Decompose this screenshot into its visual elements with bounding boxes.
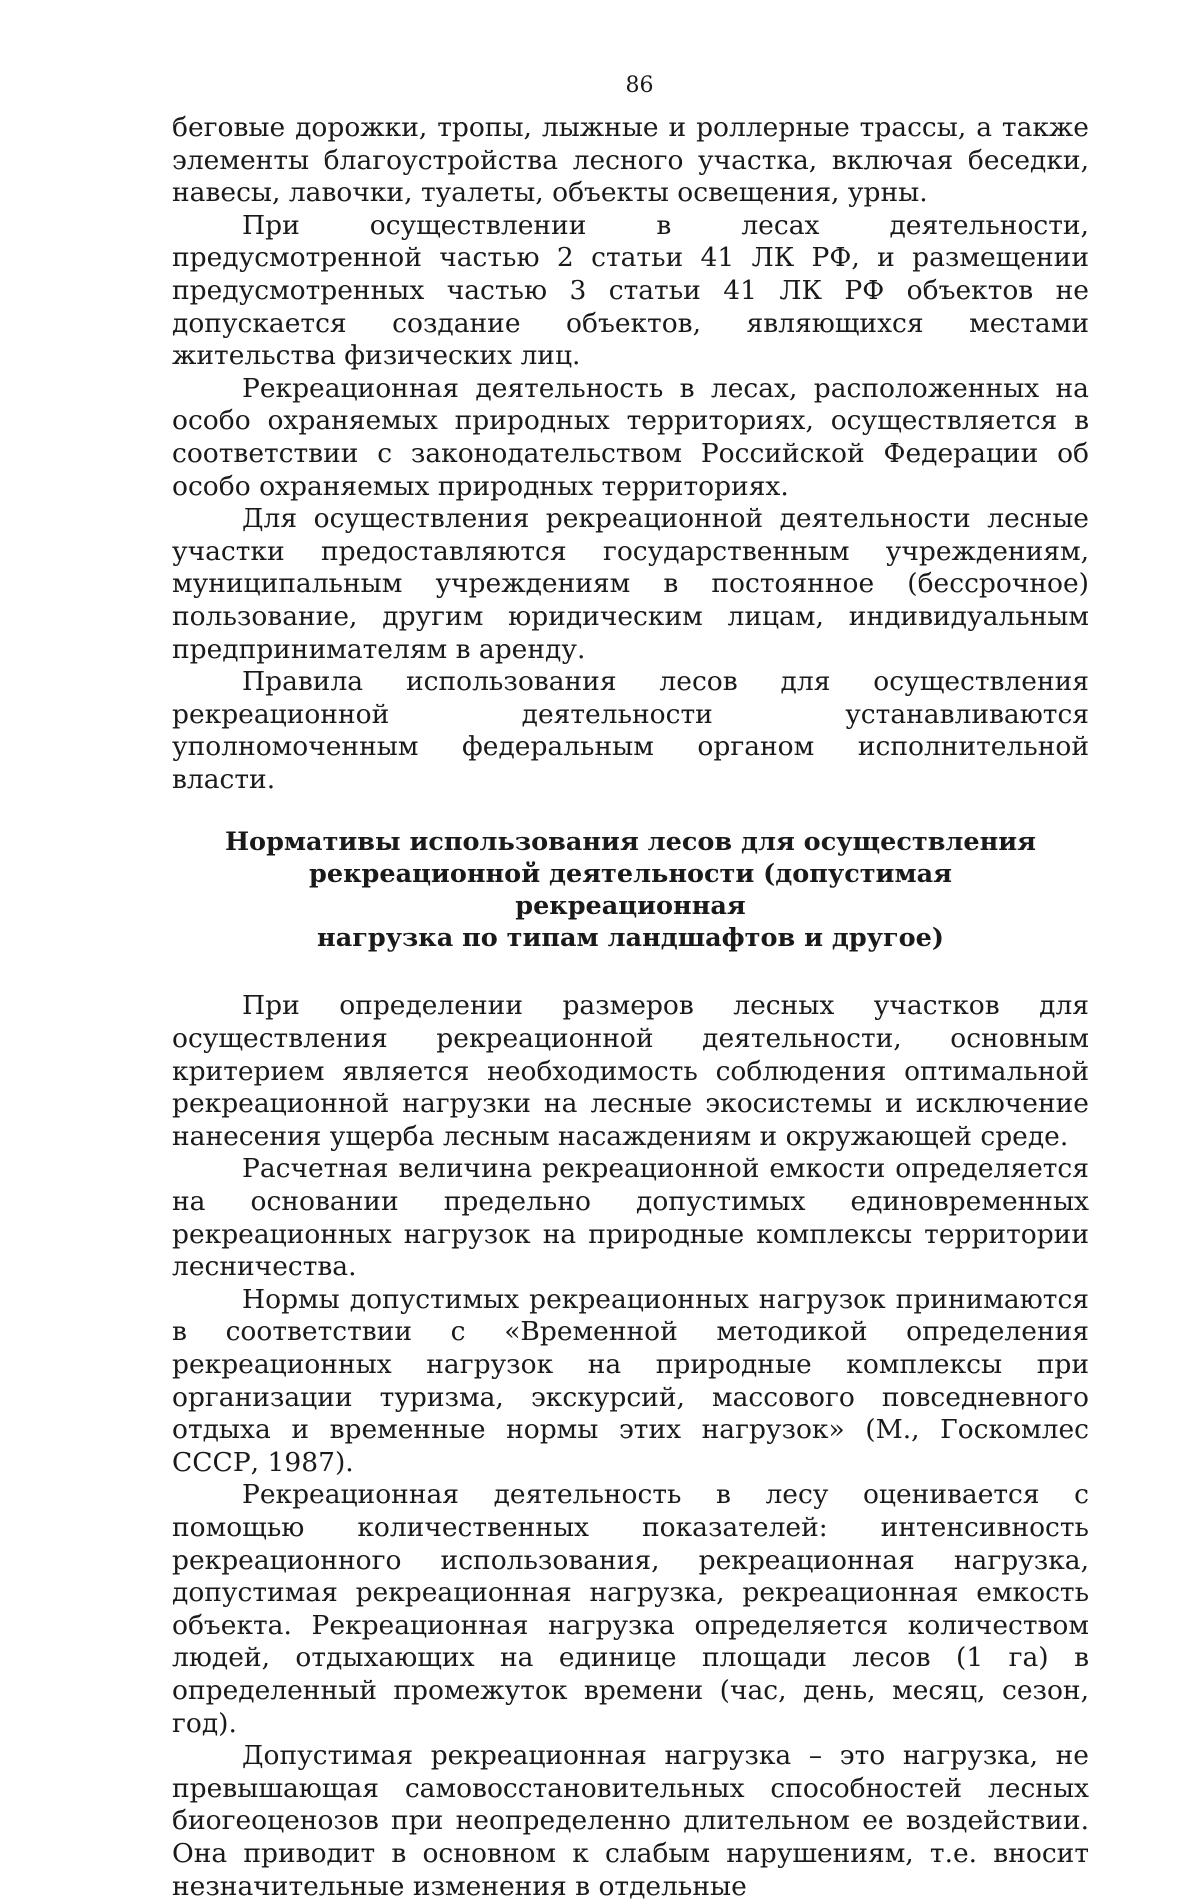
section-heading-line-2: рекреационной деятельности (допустимая рекреационная — [309, 859, 952, 922]
paragraph-top-5: Правила использования лесов для осуществления рекреационной деятельности устанавливаются уполномоченным федеральным органом исполнительной власти. — [172, 666, 1089, 795]
bottom-text-block — [172, 990, 1089, 1903]
section-heading-line-1: Нормативы использования лесов для осуществления — [224, 827, 1037, 858]
paragraph-top-2: При осуществлении в лесах деятельности, предусмотренной частью 2 статьи 41 ЛК РФ, и размещении предусмотренных частью 3 статьи 41 ЛК РФ объектов не допускается создание объектов, являющихся местами жительства физических лиц. — [172, 209, 1089, 372]
paragraph-bottom-2: Расчетная величина рекреационной емкости определяется на основании предельно допустимых единовременных рекреационных нагрузок на природные комплексы территории лесничества. — [172, 1153, 1089, 1283]
paragraph-bottom-5: Допустимая рекреационная нагрузка – это нагрузка, не превышающая самовосстановительных способностей лесных биогеоценозов при неопределенно длительном ее воздействии. Она приводит в основном к слабым нарушениям, т.е. вносит незначительные изменения в отдельные — [172, 1740, 1089, 1902]
paragraph-top-4: Для осуществления рекреационной деятельности лесные участки предоставляются государственным учреждениям, муниципальным учреждениям в постоянное (бессрочное) пользование, другим юридическим лицам, индивидуальным предпринимателям в аренду. — [172, 503, 1089, 665]
paragraph-bottom-3: Нормы допустимых рекреационных нагрузок принимаются в соответствии с «Временной методикой определения рекреационных нагрузок на природные комплексы при организации туризма, экскурсий, массового повседневного отдыха и временные нормы этих нагрузок» (М., Госкомлес СССР, 1987). — [172, 1283, 1089, 1478]
paragraph-top-1: беговые дорожки, тропы, лыжные и роллерные трассы, а также элементы благоустройства лесного участка, включая беседки, навесы, лавочки, туалеты, объекты освещения, урны. — [172, 112, 1089, 209]
paragraph-bottom-4: Рекреационная деятельность в лесу оценивается с помощью количественных показателей: интенсивность рекреационного использования, рекреационная нагрузка, допустимая рекреационная нагрузка, рекреационная емкость объекта. Рекреационная нагрузка определяется количеством людей, отдыхающих на единице площади лесов (1 га) в определенный промежуток времени (час, день, месяц, сезон, год). — [172, 1479, 1089, 1739]
section-heading-line-3: нагрузка по типам ландшафтов и другое) — [317, 923, 944, 954]
top-text-block — [172, 112, 1089, 796]
paragraph-bottom-1: При определении размеров лесных участков для осуществления рекреационной деятельности, основным критерием является необходимость соблюдения оптимальной рекреационной нагрузки на лесные экосистемы и исключение нанесения ущерба лесным насаждениям и окружающей среде. — [172, 990, 1089, 1152]
paragraph-top-3: Рекреационная деятельность в лесах, расположенных на особо охраняемых природных территориях, осуществляется в соответствии с законодательством Российской Федерации об особо охраняемых природных территориях. — [172, 372, 1089, 502]
section-heading — [172, 826, 1089, 954]
page-number: 86 — [625, 73, 654, 98]
